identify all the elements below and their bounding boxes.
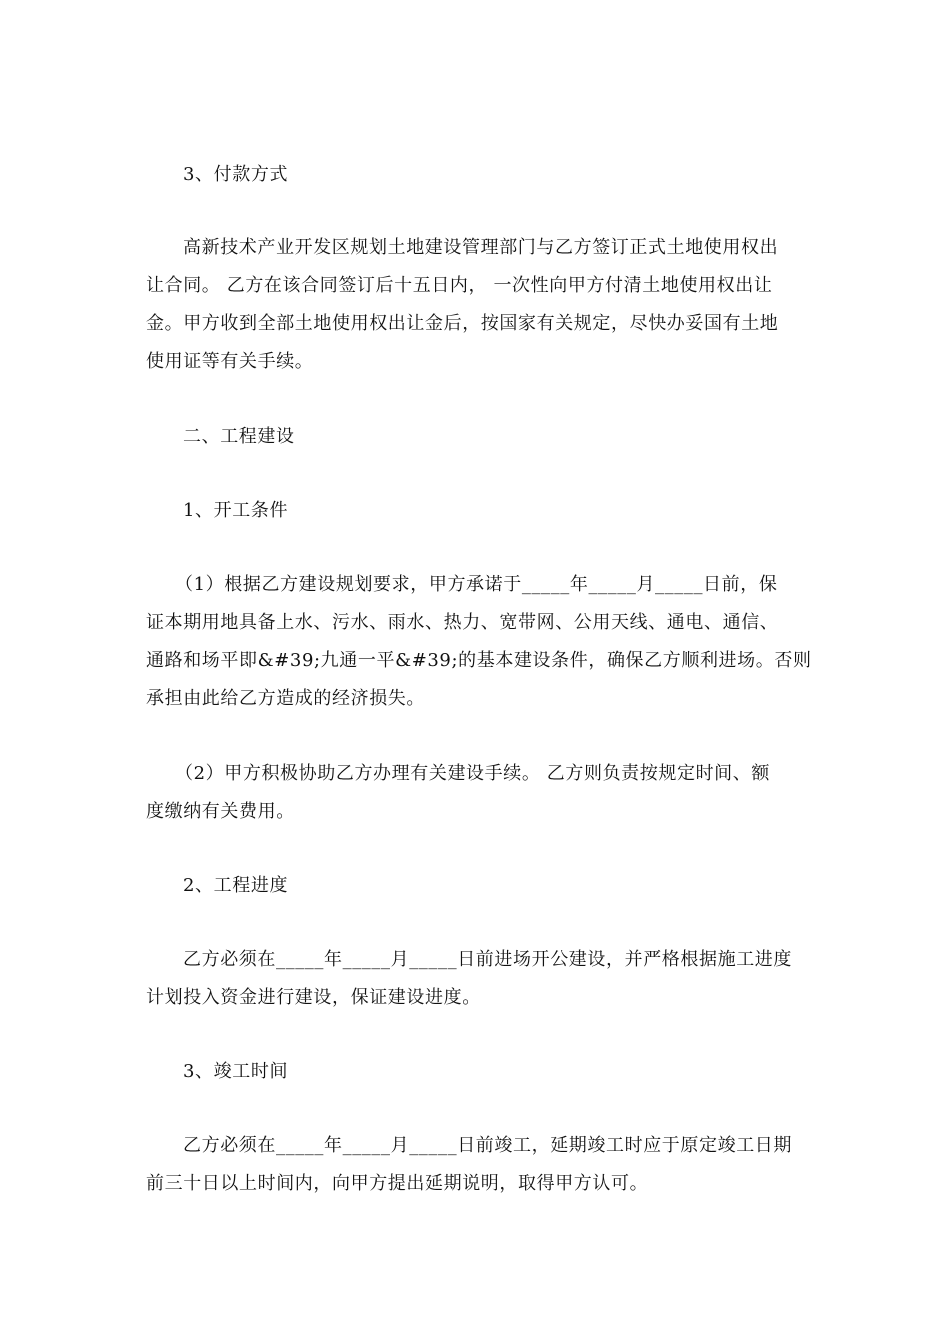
paragraph-line: 让合同。 乙方在该合同签订后十五日内， 一次性向甲方付清土地使用权出让 xyxy=(146,275,773,296)
section-heading-construction: 二、工程建设 xyxy=(183,426,295,447)
paragraph-line: 高新技术产业开发区规划土地建设管理部门与乙方签订正式土地使用权出 xyxy=(183,237,779,258)
paragraph-line: 承担由此给乙方造成的经济损失。 xyxy=(146,688,425,709)
paragraph-line: 度缴纳有关费用。 xyxy=(146,801,295,822)
paragraph-line: （1）根据乙方建设规划要求，甲方承诺于_____年_____月_____日前，保 xyxy=(175,574,778,595)
section-heading-progress: 2、工程进度 xyxy=(183,875,289,896)
paragraph-line: 乙方必须在_____年_____月_____日前进场开公建设，并严格根据施工进度 xyxy=(183,949,792,970)
section-heading-payment-method: 3、付款方式 xyxy=(183,164,289,185)
paragraph-line: 使用证等有关手续。 xyxy=(146,351,314,372)
paragraph-line: 通路和场平即&#39;九通一平&#39;的基本建设条件，确保乙方顺利进场。否则 xyxy=(146,650,812,671)
paragraph-line: 证本期用地具备上水、污水、雨水、热力、宽带网、公用天线、通电、通信、 xyxy=(146,612,779,633)
section-heading-start-conditions: 1、开工条件 xyxy=(183,500,289,521)
paragraph-line: （2）甲方积极协助乙方办理有关建设手续。 乙方则负责按规定时间、额 xyxy=(175,763,770,784)
paragraph-line: 金。甲方收到全部土地使用权出让金后，按国家有关规定，尽快办妥国有土地 xyxy=(146,313,779,334)
paragraph-line: 乙方必须在_____年_____月_____日前竣工，延期竣工时应于原定竣工日期 xyxy=(183,1135,792,1156)
paragraph-line: 前三十日以上时间内，向甲方提出延期说明，取得甲方认可。 xyxy=(146,1173,649,1194)
section-heading-completion: 3、竣工时间 xyxy=(183,1061,289,1082)
paragraph-line: 计划投入资金进行建设，保证建设进度。 xyxy=(146,987,481,1008)
